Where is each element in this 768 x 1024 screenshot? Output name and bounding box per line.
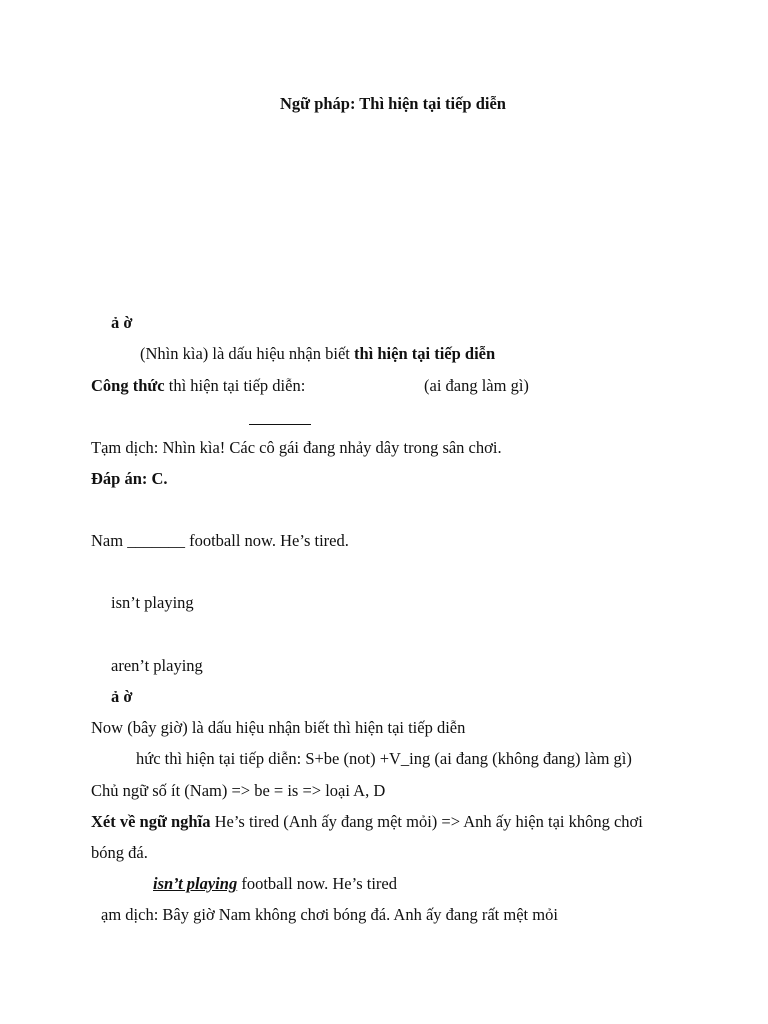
formula-label: Công thức [91,376,165,395]
answer-rest: football now. He’s tired [237,874,397,893]
answer-highlight: isn’t playing [153,874,238,893]
translation-line: Tạm dịch: Nhìn kìa! Các cô gái đang nhảy dây trong sân chơi. [91,438,502,457]
formula-blank-line [249,424,311,425]
formula-line-2: hức thì hiện tại tiếp diễn: S+be (not) +V_ing (ai đang (không đang) làm gì) [136,749,632,768]
semantic-line [91,812,643,832]
semantic-continuation: bóng đá. [91,843,148,862]
question-line [91,531,349,551]
page-title: Ngữ pháp: Thì hiện tại tiếp diễn [280,94,506,113]
signal-word-line [140,344,495,364]
question-prefix: Nam [91,531,128,550]
formula-line [91,376,305,396]
question-suffix: football now. He’s tired. [184,531,349,550]
subject-line: Chủ ngữ số ít (Nam) => be = is => loại A, D [91,781,386,800]
translation-line-2: ạm dịch: Bây giờ Nam không chơi bóng đá. Anh ấy đang rất mệt mỏi [101,905,558,924]
option-a: isn’t playing [111,593,194,612]
answer-sentence [153,874,397,894]
formula-text: thì hiện tại tiếp diễn: [164,376,306,395]
question-blank: _______ [127,531,185,550]
signal-line-2: Now (bây giờ) là dấu hiệu nhận biết thì hiện tại tiếp diễn [91,718,466,737]
signal-word-tense: thì hiện tại tiếp diễn [353,344,496,363]
explanation-header-fragment: ả ờ [111,313,133,332]
semantic-text: He’s tired (Anh ấy đang mệt mỏi) => Anh ấy hiện tại không chơi [210,812,643,831]
answer-line: Đáp án: C. [91,469,168,488]
explanation-header-fragment-2: ả ờ [111,687,133,706]
option-b: aren’t playing [111,656,203,675]
formula-meaning: (ai đang làm gì) [424,376,529,395]
signal-word-text: (Nhìn kìa) là dấu hiệu nhận biết [140,344,354,363]
semantic-label: Xét về ngữ nghĩa [91,812,211,831]
